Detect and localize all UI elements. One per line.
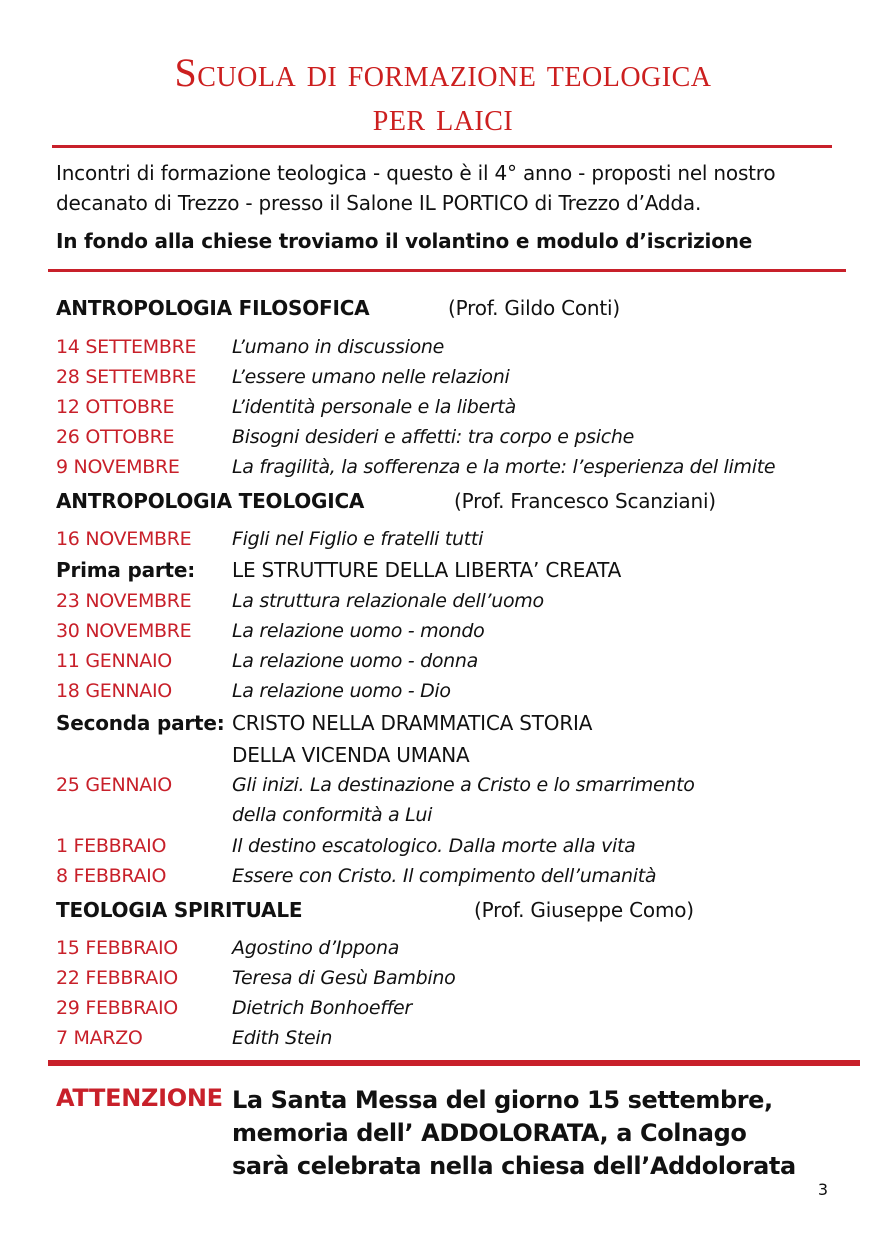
lesson-date: 1 FEBBRAIO [56, 835, 167, 857]
lesson-date: 16 NOVEMBRE [56, 528, 192, 550]
lesson-date: 25 GENNAIO [56, 774, 172, 796]
section-professor: (Prof. Giuseppe Como) [474, 898, 694, 922]
lesson-topic: Bisogni desideri e affetti: tra corpo e psiche [232, 426, 635, 448]
lesson-topic: Essere con Cristo. Il compimento dell’umanità [232, 865, 657, 887]
lesson-topic: Edith Stein [232, 1027, 333, 1049]
lesson-topic: La relazione uomo - mondo [232, 620, 485, 642]
lesson-date: 23 NOVEMBRE [56, 590, 192, 612]
part-label: Seconda parte: [56, 711, 225, 735]
lesson-topic: Gli inizi. La destinazione a Cristo e lo smarrimento [232, 774, 695, 796]
lesson-topic: Dietrich Bonhoeffer [232, 997, 412, 1019]
intro-divider [48, 269, 846, 272]
page-title-line2: per laici [372, 94, 514, 139]
page-title-line1: Scuola di formazione teologica [174, 50, 712, 95]
lesson-date: 12 OTTOBRE [56, 396, 175, 418]
attention-label: ATTENZIONE [56, 1084, 223, 1112]
lesson-date: 8 FEBBRAIO [56, 865, 167, 887]
attention-line3: sarà celebrata nella chiesa dell’Addolorata [232, 1152, 796, 1180]
bottom-divider [48, 1060, 860, 1066]
part-label: Prima parte: [56, 558, 196, 582]
lesson-date: 26 OTTOBRE [56, 426, 175, 448]
section-title: ANTROPOLOGIA TEOLOGICA [56, 489, 365, 513]
lesson-topic: L’essere umano nelle relazioni [232, 366, 510, 388]
page-number: 3 [817, 1180, 828, 1199]
lesson-date: 7 MARZO [56, 1027, 143, 1049]
lesson-date: 30 NOVEMBRE [56, 620, 192, 642]
lesson-date: 11 GENNAIO [56, 650, 172, 672]
section-professor: (Prof. Francesco Scanziani) [454, 489, 716, 513]
lesson-date: 29 FEBBRAIO [56, 997, 178, 1019]
intro-text: Incontri di formazione teologica - questo è il 4° anno - proposti nel nostro decanato di Trezzo - presso il Salone IL PORTICO di Trezzo d’Adda. [56, 161, 776, 215]
lesson-topic: La fragilità, la sofferenza e la morte: l’esperienza del limite [232, 456, 776, 478]
lesson-date: 15 FEBBRAIO [56, 937, 178, 959]
lesson-topic: Figli nel Figlio e fratelli tutti [232, 528, 484, 550]
lesson-topic-continuation: della conformità a Lui [232, 804, 433, 826]
registration-notice: In fondo alla chiese troviamo il volantino e modulo d’iscrizione [56, 229, 753, 253]
lesson-date: 9 NOVEMBRE [56, 456, 180, 478]
attention-line2: memoria dell’ ADDOLORATA, a Colnago [232, 1119, 747, 1147]
attention-line1: La Santa Messa del giorno 15 settembre, [232, 1086, 773, 1114]
title-divider [52, 145, 832, 148]
part-title: LE STRUTTURE DELLA LIBERTA’ CREATA [232, 558, 622, 582]
lesson-topic: La relazione uomo - donna [232, 650, 478, 672]
lesson-date: 28 SETTEMBRE [56, 366, 197, 388]
section-title: ANTROPOLOGIA FILOSOFICA [56, 296, 370, 320]
lesson-topic: Teresa di Gesù Bambino [232, 967, 456, 989]
lesson-date: 14 SETTEMBRE [56, 336, 197, 358]
lesson-topic: Agostino d’Ippona [232, 937, 400, 959]
lesson-date: 22 FEBBRAIO [56, 967, 178, 989]
lesson-date: 18 GENNAIO [56, 680, 172, 702]
lesson-topic: L’identità personale e la libertà [232, 396, 516, 418]
lesson-topic: Il destino escatologico. Dalla morte alla vita [232, 835, 636, 857]
section-title: TEOLOGIA SPIRITUALE [56, 898, 303, 922]
part-title-line2: DELLA VICENDA UMANA [232, 743, 470, 767]
lesson-topic: La struttura relazionale dell’uomo [232, 590, 544, 612]
section-professor: (Prof. Gildo Conti) [448, 296, 621, 320]
lesson-topic: L’umano in discussione [232, 336, 445, 358]
lesson-topic: La relazione uomo - Dio [232, 680, 451, 702]
part-title-line1: CRISTO NELLA DRAMMATICA STORIA [232, 711, 593, 735]
